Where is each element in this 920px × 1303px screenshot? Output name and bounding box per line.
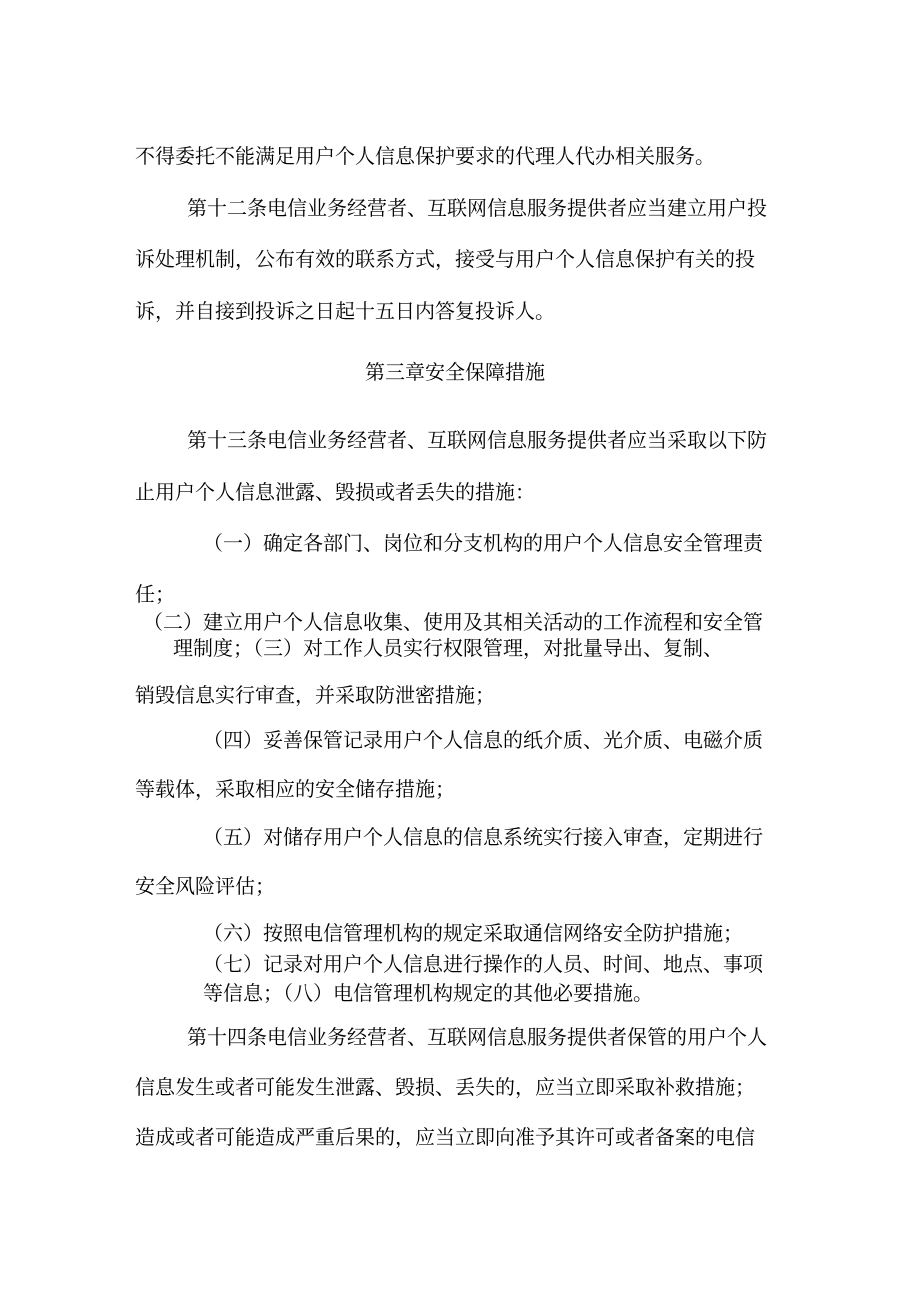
text-line: 销毁信息实行审查，并采取防泄密措施； <box>135 683 495 707</box>
text-line: 等信息；（八）电信管理机构规定的其他必要措施。 <box>203 981 653 1005</box>
text-line: 等载体，采取相应的安全储存措施； <box>135 777 455 801</box>
text-line: 第十三条电信业务经营者、互联网信息服务提供者应当采取以下防 <box>187 428 767 452</box>
text-line: 信息发生或者可能发生泄露、毁损、丢失的，应当立即采取补救措施； <box>135 1075 755 1099</box>
text-line: 造成或者可能造成严重后果的，应当立即向准予其许可或者备案的电信 <box>135 1125 755 1149</box>
text-line: （二）建立用户个人信息收集、使用及其相关活动的工作流程和安全管 <box>143 610 763 634</box>
text-line: 第十四条电信业务经营者、互联网信息服务提供者保管的用户个人 <box>187 1025 767 1049</box>
text-line: 诉处理机制，公布有效的联系方式，接受与用户个人信息保护有关的投 <box>135 247 755 271</box>
text-line: （一）确定各部门、岗位和分支机构的用户个人信息安全管理责 <box>203 531 763 555</box>
text-line: 任； <box>135 582 175 606</box>
text-line: 安全风险评估； <box>135 874 275 898</box>
text-line: 诉，并自接到投诉之日起十五日内答复投诉人。 <box>135 299 555 323</box>
text-line: 理制度；（三）对工作人员实行权限管理，对批量导出、复制、 <box>173 636 723 660</box>
text-line: 止用户个人信息泄露、毁损或者丢失的措施： <box>135 480 535 504</box>
text-line: 不得委托不能满足用户个人信息保护要求的代理人代办相关服务。 <box>135 144 715 168</box>
text-line: （六）按照电信管理机构的规定采取通信网络安全防护措施； <box>203 921 743 945</box>
section-heading: 第三章安全保障措施 <box>365 360 545 384</box>
text-line: 第十二条电信业务经营者、互联网信息服务提供者应当建立用户投 <box>187 196 767 220</box>
text-line: （五）对储存用户个人信息的信息系统实行接入审查，定期进行 <box>203 825 763 849</box>
text-line: （四）妥善保管记录用户个人信息的纸介质、光介质、电磁介质 <box>203 728 763 752</box>
text-line: （七）记录对用户个人信息进行操作的人员、时间、地点、事项 <box>203 952 763 976</box>
